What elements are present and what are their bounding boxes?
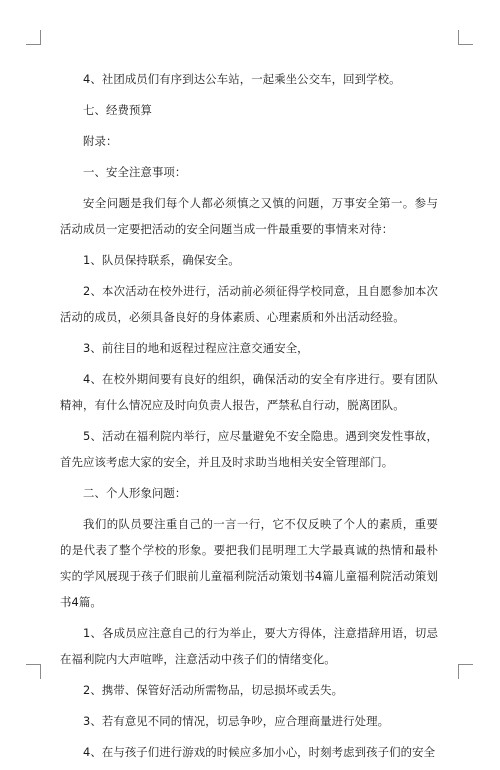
list-item-image-1: 1、各成员应注意自己的行为举止，要大方得体，注意措辞用语，切忌在福利院内大声喧哗，注意活动中孩子们的情绪变化。	[60, 626, 438, 666]
document-body	[60, 66, 438, 770]
heading-safety: 一、安全注意事项：	[83, 165, 187, 179]
heading-budget: 七、经费预算	[83, 103, 152, 117]
list-item-image-4: 4、在与孩子们进行游戏的时候应多加小心，时刻考虑到孩子们的安全	[83, 745, 436, 759]
heading-personal-image: 二、个人形象问题：	[83, 486, 187, 500]
paragraph-transport-return: 4、社团成员们有序到达公车站，一起乘坐公交车，回到学校。	[83, 72, 401, 86]
list-item-image-2: 2、携带、保管好活动所需物品，切忌损坏或丢失。	[83, 683, 344, 697]
list-item-safety-4: 4、在校外期间要有良好的组织，确保活动的安全有序进行。要有团队精神，有什么情况应及时向负责人报告，严禁私自行动，脱离团队。	[60, 372, 438, 412]
list-item-safety-5: 5、活动在福利院内举行，应尽量避免不安全隐患。遇到突发性事故，首先应该考虑大家的安全，并且及时求助当地相关安全管理部门。	[60, 429, 438, 469]
paragraph-personal-image-intro: 我们的队员要注重自己的一言一行，它不仅反映了个人的素质，重要的是代表了整个学校的形象。要把我们昆明理工大学最真诚的热情和最朴实的学风展现于孩子们眼前儿童福利院活动策划书4篇儿童福利院活动策划书4篇。	[60, 517, 438, 609]
list-item-safety-1: 1、队员保持联系，确保安全。	[83, 253, 240, 267]
list-item-safety-3: 3、前往目的地和返程过程应注意交通安全，	[83, 341, 309, 355]
list-item-image-3: 3、若有意见不同的情况，切忌争吵，应合理商量进行处理。	[83, 714, 390, 728]
paragraph-safety-intro: 安全问题是我们每个人都必须慎之又慎的问题，万事安全第一。参与活动成员一定要把活动的安全问题当成一件最重要的事情来对待：	[60, 196, 438, 236]
list-item-safety-2: 2、本次活动在校外进行，活动前必须征得学校同意，且自愿参加本次活动的成员，必须具备良好的身体素质、心理素质和外出活动经验。	[60, 284, 438, 324]
page-corner-mark-bottom-left	[26, 664, 41, 679]
page-corner-mark-top-right	[458, 30, 473, 45]
heading-appendix: 附录：	[83, 134, 118, 148]
page-corner-mark-top-left	[26, 30, 41, 45]
page-corner-mark-bottom-right	[458, 664, 473, 679]
